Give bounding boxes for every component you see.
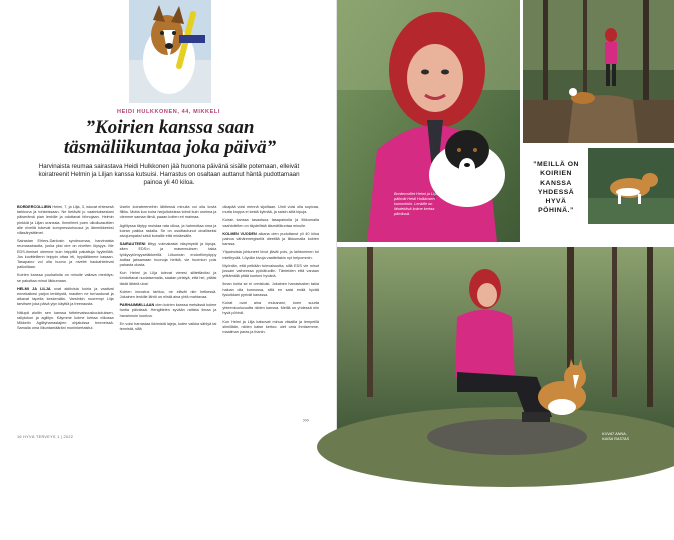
person-caption: HEIDI HULKKONEN, 44, MIKKELI — [117, 109, 220, 115]
paragraph-text: Agilityssa täytyy muistaa rata ulkoa, ja hahmottaa oma ja koiran paikka radalla. Se on osoittautunut oivalliseksi aivojumpaksi sekä koirallle että minäesälle. — [119, 223, 217, 239]
paragraph-text: ovat aktiivisia koiria ja vaativat ennekaikesi paljon lenkitystä, mautten ne turhautuvat ja alkavat tapella keskenään. Varsinkin nuorempi Lilja tarvitsee joka päivä ylyn käyttiä ja treenausta. — [17, 286, 114, 307]
article-paragraph — [17, 311, 114, 332]
paragraph-text: olen koirien kanssa metsässä kolme tuntia päivässä. Hengittelen syvään raitista ilmaa ja havainnoin luontoa. — [119, 303, 217, 318]
continue-marker: ››› — [303, 418, 309, 424]
paragraph-text: En voisi harrastaa ikkimistä lajeja, kuten vaikka sählyä tai tennistä, sillä — [119, 321, 217, 332]
paragraph-text: olkapää voisi mennä sijoiltaan. Uinti voisi olla sopivaa, mutta kroppa ei kestä kylmää, ja saisin siitä kipuja. — [222, 205, 320, 215]
lead-paragraph: Harvinaista reumaa sairastava Heidi Hulkkonen jää huonona päivänä sisälle potemaan, elleivät koiratreenit Helmin ja Liljan kanssa kutsuisi. Harrastus on osaltaan auttanut häntä pudottamaan painoa yli 40 kiloa. — [38, 163, 300, 186]
article-paragraph — [17, 273, 114, 283]
article-paragraph — [120, 303, 217, 319]
article-paragraph — [222, 282, 319, 298]
paragraph-lead-in: SAIRAUTEENI — [119, 242, 146, 247]
article-column-1 — [17, 205, 114, 425]
paragraph-text: liittyy voimakasta väsymystä ja kipuja, siten EDS:n ja masennuksen takia työkyvytömyyseläkkeellä. Liikunnan endorfiinryöppy auttaa jaksamaan huonoja hetkiä, vie huomion pois pahasta olosta. — [119, 242, 217, 268]
article-body — [17, 205, 319, 425]
left-page — [0, 0, 337, 450]
photo-credit: KUVAT ANNA-KAISA RASTAS — [602, 432, 630, 441]
photo-caption-2: Liikunnasta kävyt myös koiratreenit. Heidi harrastaa Liljan kanssa tottelevaisuuskoulutusta, rallytokoa ja agilityä. — [367, 515, 409, 539]
article-paragraph — [120, 322, 217, 332]
paragraph-lead-in: PARHAIMMILLAAN — [119, 303, 155, 308]
paragraph-text: Ilman koiria se ei onnistuisi. Jokainen harrastusten takia haluan olla kunnossa, sillä en saisi enää hyvää fysioikkani pyrivät kanassa. — [222, 282, 320, 297]
paragraph-text: Useiin koiratreeneihin lähtiessä minulla voi olla kovia fiiliks. Mutta kun koira harjoituksissa toimii kuin unelma ja olemme samaa tiimä, paaan koiten eri maimaa. — [119, 205, 217, 220]
article-paragraph — [120, 224, 217, 240]
article-paragraph — [120, 290, 217, 300]
article-paragraph — [17, 239, 114, 270]
article-paragraph — [222, 301, 319, 317]
article-paragraph — [120, 242, 217, 268]
paragraph-text: Koirien kanssa puuhailulla on minulle valtava merkitys: se pakottaa minut liikkumaan. — [17, 273, 114, 283]
pull-quote: ”MEILLÄ ON KOIRIEN KANSSA YHDESSÄ HYVÄ PÖHINÄ.” — [533, 161, 579, 215]
paragraph-text: Myöntän, että pelkään tulevaisuutta, sillä EDS vie minut jossain vaiheessa pyörätuoliin. Tänteiden että vanaan yrittämällä pitää kuntoni hyvänä. — [222, 263, 320, 279]
headline: ”Koirien kanssa saan täsmäliikuntaa joka päivä” — [63, 117, 277, 158]
article-paragraph — [120, 271, 217, 287]
paragraph-text: Koirien innostus tarttuu, ne elävät niin hetkessä. Jokainen lenkille lähtö on niistä aina yhtä mahtavaa. — [119, 289, 217, 300]
article-paragraph — [17, 205, 114, 236]
paragraph-lead-in: BORDERCOLLIEIN — [17, 205, 52, 209]
article-paragraph — [17, 287, 114, 308]
paragraph-lead-in: KOLMEN VUODEN — [222, 231, 257, 236]
photo-caption-1: Bordercolliet Helmi ja Lilja päihvät Heidi Hulkkosen kumminkin. Lenkille on lähdettävä kolme kertaa päivässä. — [394, 192, 438, 216]
running-dog-photo — [588, 148, 674, 224]
article-paragraph — [120, 205, 217, 221]
article-paragraph — [222, 218, 319, 228]
article-column-2 — [120, 205, 217, 425]
paragraph-text: Nitiupä aloitin sen kanssa tottelevaisuuskoulutuksen, rallytokon ja agilityn. Käymme kolme kertaa viikossa Mikkelin Agilityharrastajien ohjatuissa treeneissä. Samalla oma liikuntamääräni moninkertaistui. — [17, 310, 114, 331]
sitting-in-forest-photo — [337, 247, 674, 539]
paragraph-text: Ylipainoista johtuneet kivut jäivät pois, ja laihtuminen toi mielihyvää. Löydän kivoja vaatteitakin nyt helpommin. — [222, 250, 320, 260]
article-column-3 — [222, 205, 319, 425]
paragraph-text: Koirat ovat aina mukanani, koen suurta yhteenkuuluvuutta niiden kanssa. Meillä on yhdessä niin hyvä pöhinä. — [222, 301, 320, 316]
right-page — [337, 0, 674, 539]
paragraph-text: Kun Helmi ja Lilja tulevat vieresi silitettäviksi ja lohduttavat nuolaisemalla, saatan piristyä, että hei, pitäisi tästä lähteä ulos! — [119, 271, 217, 286]
paragraph-text: Koiran kanssa tasaotsua tasapainolla ja liikkumalla vaahtoilellen on täydellistä täsmäliikuntaa minulle. — [222, 218, 320, 228]
paragraph-text: Helmi, 7, ja Lilja, 3, istuvat ehtesesä tarkkona ja tohkeissaan. Ne tietävät jo vaatetuksestani päiserämä pian lenkille ja odottavat hihnojaan. Helmin pinkkiä ja Liljan oranssia. Ihmellemi puen ulkoiluasuttien alle niveliä tukevat kompressiohousut ja lämmikkeeksi villasärysittimet. — [17, 205, 114, 236]
dog-with-toy-photo — [129, 0, 211, 103]
paragraph-text: Sairastan Ehlers-Danlosin syndroomaa, harvinaista reumasairautta, jonka yksi oire on nivelten löysyys. Me EDS-ihmiset olemme kuin teippillä pakattuja hyytelöitä. Jos kuvitteillenn teippin ottaa irti, hyydälämme kasaan. Tasapaino voi olla huono ja nivelet haukahtelevat paikoillaan. — [17, 239, 114, 270]
portrait-with-dog-photo — [337, 0, 520, 242]
article-paragraph — [222, 264, 319, 280]
forest-walk-photo — [523, 0, 674, 143]
article-paragraph — [222, 250, 319, 260]
paragraph-text: aikana olen pudottanut yli 40 kiloa painoa vähärenergisellä dieetillä ja liikkumalla koirien kanssa. — [222, 231, 320, 247]
page-footer: 16 HYVÄ TERVEYS 1 | 2022 — [17, 435, 74, 439]
article-paragraph — [222, 205, 319, 215]
article-paragraph — [222, 320, 319, 336]
paragraph-text: Kun Helmi ja Lilja katsovat minua viisailla ja lempeillä silmillään, niiden katse kertoo: olet oma ihmisemme, maailman paras ja ihanin. — [222, 319, 320, 335]
article-paragraph — [222, 232, 319, 248]
paragraph-lead-in: HELMI JA LILJA — [17, 286, 51, 291]
